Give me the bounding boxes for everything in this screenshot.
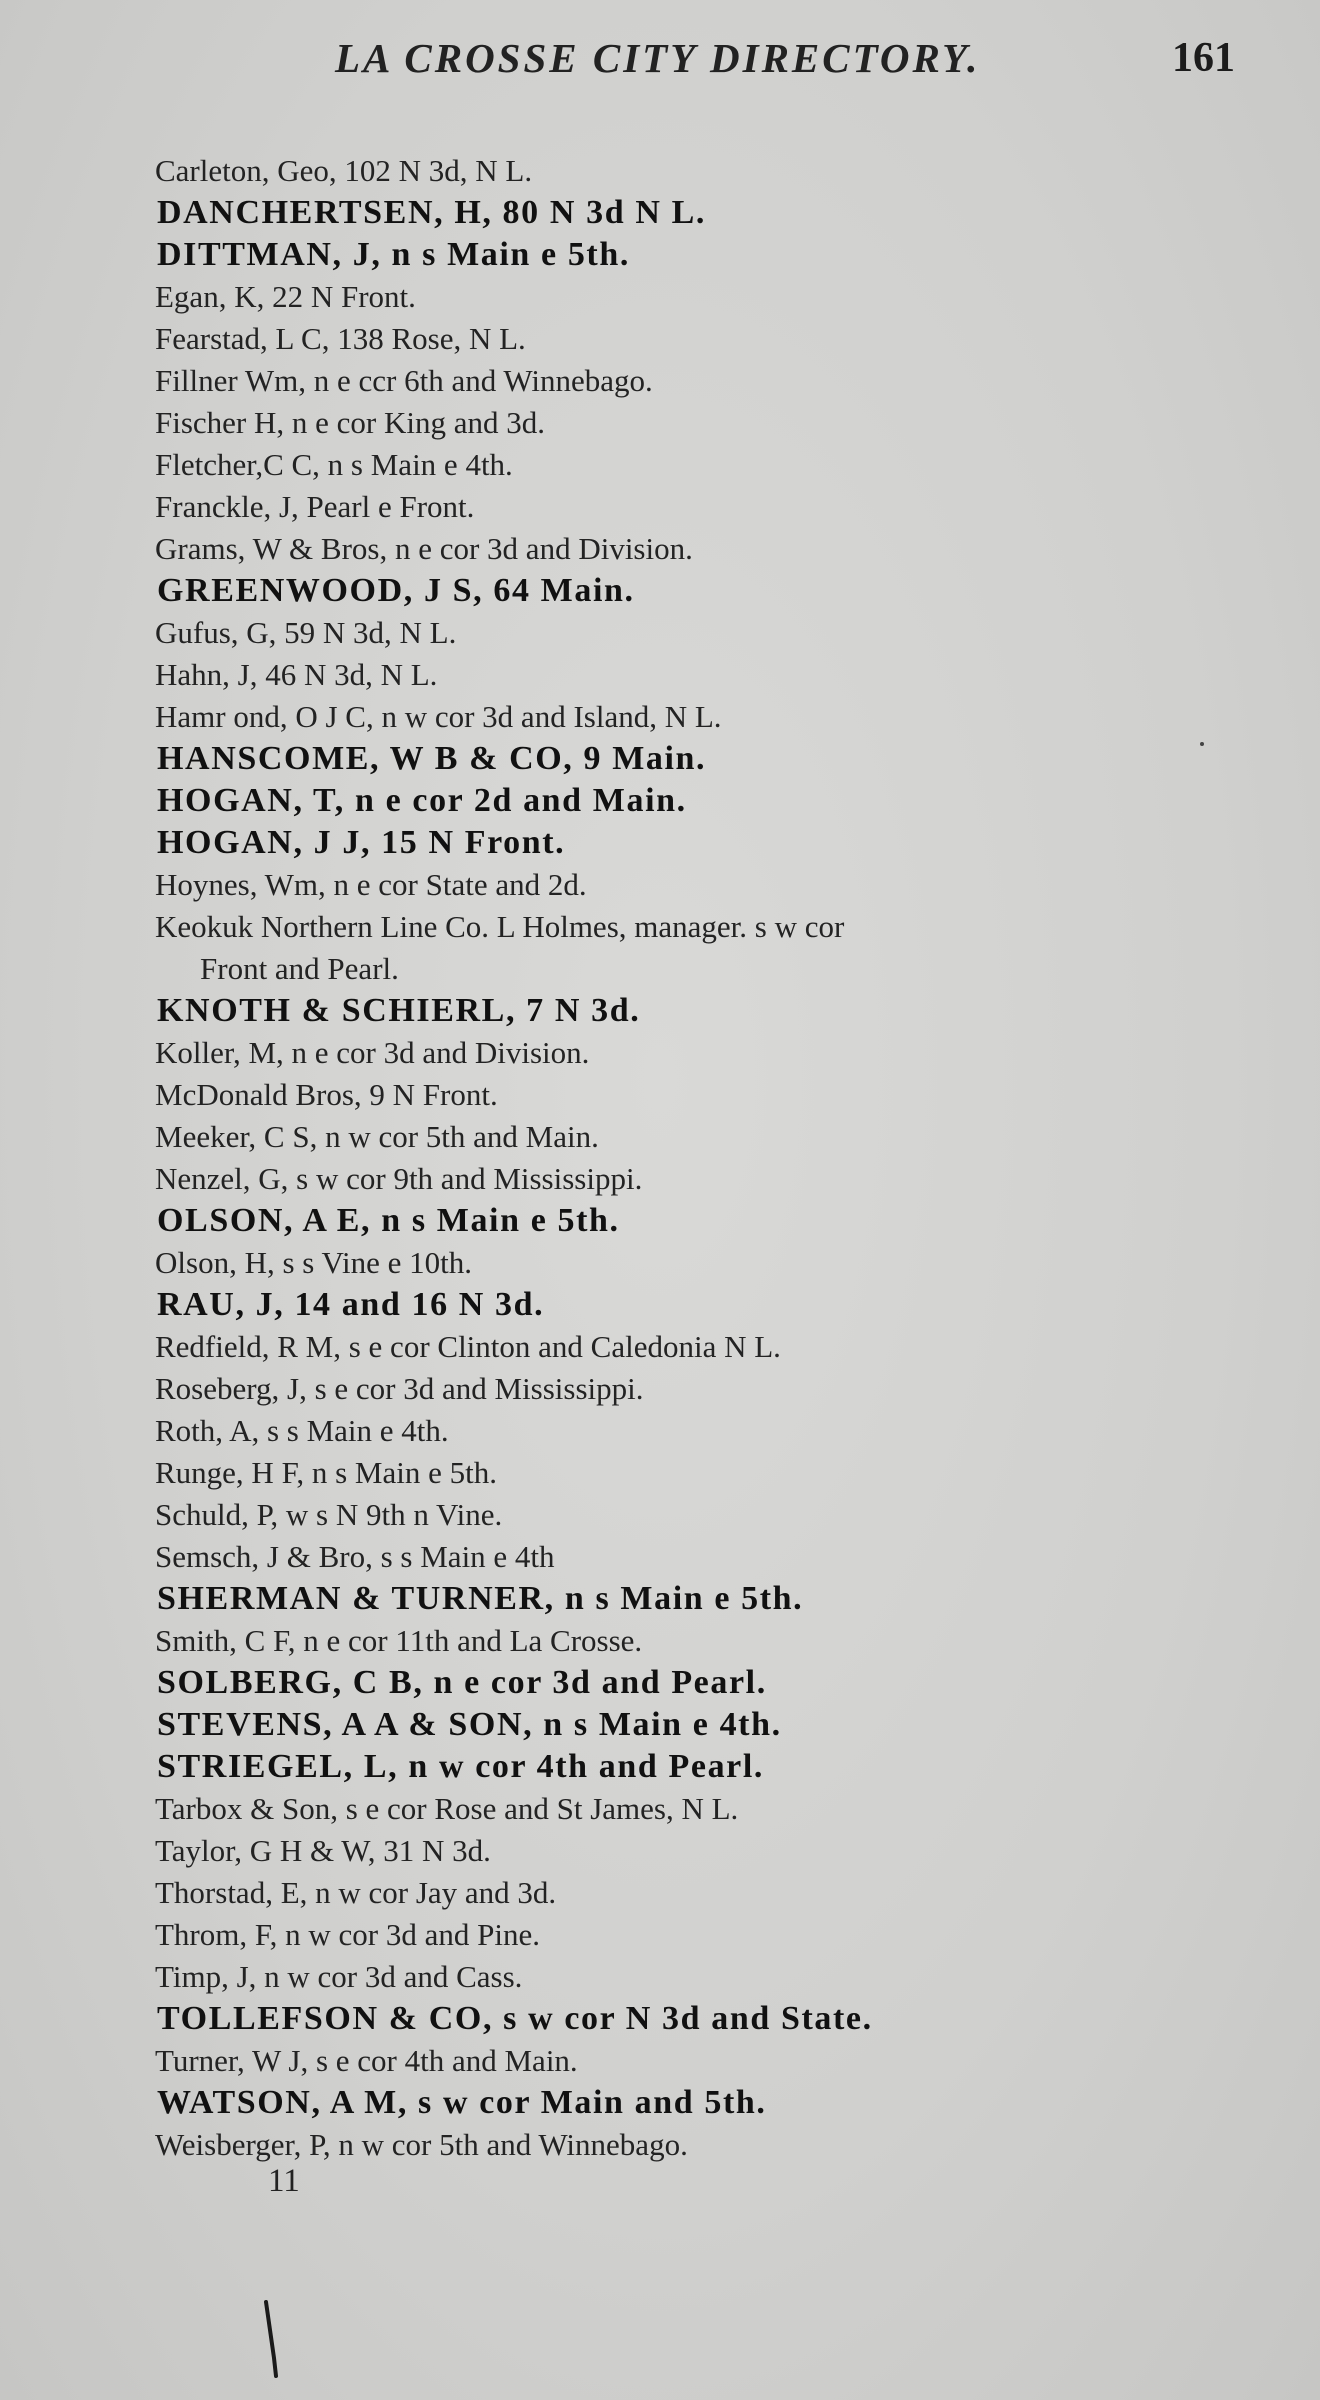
directory-entry: Thorstad, E, n w cor Jay and 3d. bbox=[155, 1875, 557, 1910]
directory-entry: Roseberg, J, s e cor 3d and Mississippi. bbox=[155, 1371, 644, 1406]
directory-entry: Fletcher,C C, n s Main e 4th. bbox=[155, 447, 513, 482]
directory-entry: Fearstad, L C, 138 Rose, N L. bbox=[155, 321, 526, 356]
directory-entry: Semsch, J & Bro, s s Main e 4th bbox=[155, 1539, 555, 1574]
ink-mark bbox=[262, 2300, 282, 2378]
directory-entry: HOGAN, T, n e cor 2d and Main. bbox=[157, 782, 687, 819]
directory-entries bbox=[155, 150, 1275, 2166]
directory-entry: Meeker, C S, n w cor 5th and Main. bbox=[155, 1119, 599, 1154]
directory-entry: STRIEGEL, L, n w cor 4th and Pearl. bbox=[157, 1748, 765, 1785]
print-speck bbox=[1200, 742, 1204, 746]
directory-entry: SHERMAN & TURNER, n s Main e 5th. bbox=[157, 1580, 804, 1617]
directory-entry: RAU, J, 14 and 16 N 3d. bbox=[157, 1286, 545, 1323]
directory-entry: Taylor, G H & W, 31 N 3d. bbox=[155, 1833, 491, 1868]
directory-entry: Carleton, Geo, 102 N 3d, N L. bbox=[155, 153, 533, 188]
directory-entry: Roth, A, s s Main e 4th. bbox=[155, 1413, 449, 1448]
directory-entry: Turner, W J, s e cor 4th and Main. bbox=[155, 2043, 578, 2078]
directory-entry: Runge, H F, n s Main e 5th. bbox=[155, 1455, 497, 1490]
page-number: 161 bbox=[1172, 35, 1235, 81]
directory-entry: Hoynes, Wm, n e cor State and 2d. bbox=[155, 867, 587, 902]
directory-entry: STEVENS, A A & SON, n s Main e 4th. bbox=[157, 1706, 782, 1743]
directory-entry: GREENWOOD, J S, 64 Main. bbox=[157, 572, 635, 609]
directory-entry: Redfield, R M, s e cor Clinton and Caledonia N L. bbox=[155, 1329, 781, 1364]
directory-entry: Smith, C F, n e cor 11th and La Crosse. bbox=[155, 1623, 643, 1658]
directory-entry: WATSON, A M, s w cor Main and 5th. bbox=[157, 2084, 767, 2121]
directory-entry: Olson, H, s s Vine e 10th. bbox=[155, 1245, 473, 1280]
directory-entry: Egan, K, 22 N Front. bbox=[155, 279, 416, 314]
directory-entry: Gufus, G, 59 N 3d, N L. bbox=[155, 615, 457, 650]
directory-entry: Timp, J, n w cor 3d and Cass. bbox=[155, 1959, 523, 1994]
directory-entry-continuation: Front and Pearl. bbox=[200, 951, 399, 986]
directory-entry: DITTMAN, J, n s Main e 5th. bbox=[157, 236, 630, 273]
directory-entry: KNOTH & SCHIERL, 7 N 3d. bbox=[157, 992, 641, 1029]
directory-entry: Keokuk Northern Line Co. L Holmes, manager. s w cor bbox=[155, 909, 845, 944]
directory-entry: Weisberger, P, n w cor 5th and Winnebago. bbox=[155, 2127, 688, 2162]
page-title: LA CROSSE CITY DIRECTORY. bbox=[335, 35, 981, 81]
directory-entry: McDonald Bros, 9 N Front. bbox=[155, 1077, 498, 1112]
directory-entry: OLSON, A E, n s Main e 5th. bbox=[157, 1202, 620, 1239]
directory-entry: HANSCOME, W B & CO, 9 Main. bbox=[157, 740, 707, 777]
directory-entry: Hahn, J, 46 N 3d, N L. bbox=[155, 657, 438, 692]
directory-entry: Grams, W & Bros, n e cor 3d and Division. bbox=[155, 531, 693, 566]
running-head bbox=[0, 34, 1320, 94]
directory-entry: Hamr ond, O J C, n w cor 3d and Island, N L. bbox=[155, 699, 722, 734]
directory-entry: Fischer H, n e cor King and 3d. bbox=[155, 405, 545, 440]
directory-entry: Tarbox & Son, s e cor Rose and St James, N L. bbox=[155, 1791, 739, 1826]
directory-entry: Schuld, P, w s N 9th n Vine. bbox=[155, 1497, 503, 1532]
directory-entry: Throm, F, n w cor 3d and Pine. bbox=[155, 1917, 540, 1952]
directory-entry: DANCHERTSEN, H, 80 N 3d N L. bbox=[157, 194, 706, 231]
directory-entry: Nenzel, G, s w cor 9th and Mississippi. bbox=[155, 1161, 643, 1196]
directory-entry: Fillner Wm, n e ccr 6th and Winnebago. bbox=[155, 363, 653, 398]
directory-entry: TOLLEFSON & CO, s w cor N 3d and State. bbox=[157, 2000, 873, 2037]
directory-entry: Koller, M, n e cor 3d and Division. bbox=[155, 1035, 590, 1070]
directory-entry: SOLBERG, C B, n e cor 3d and Pearl. bbox=[157, 1664, 767, 1701]
directory-entry: Franckle, J, Pearl e Front. bbox=[155, 489, 475, 524]
directory-entry: HOGAN, J J, 15 N Front. bbox=[157, 824, 566, 861]
signature-mark: 11 bbox=[268, 2163, 300, 2199]
